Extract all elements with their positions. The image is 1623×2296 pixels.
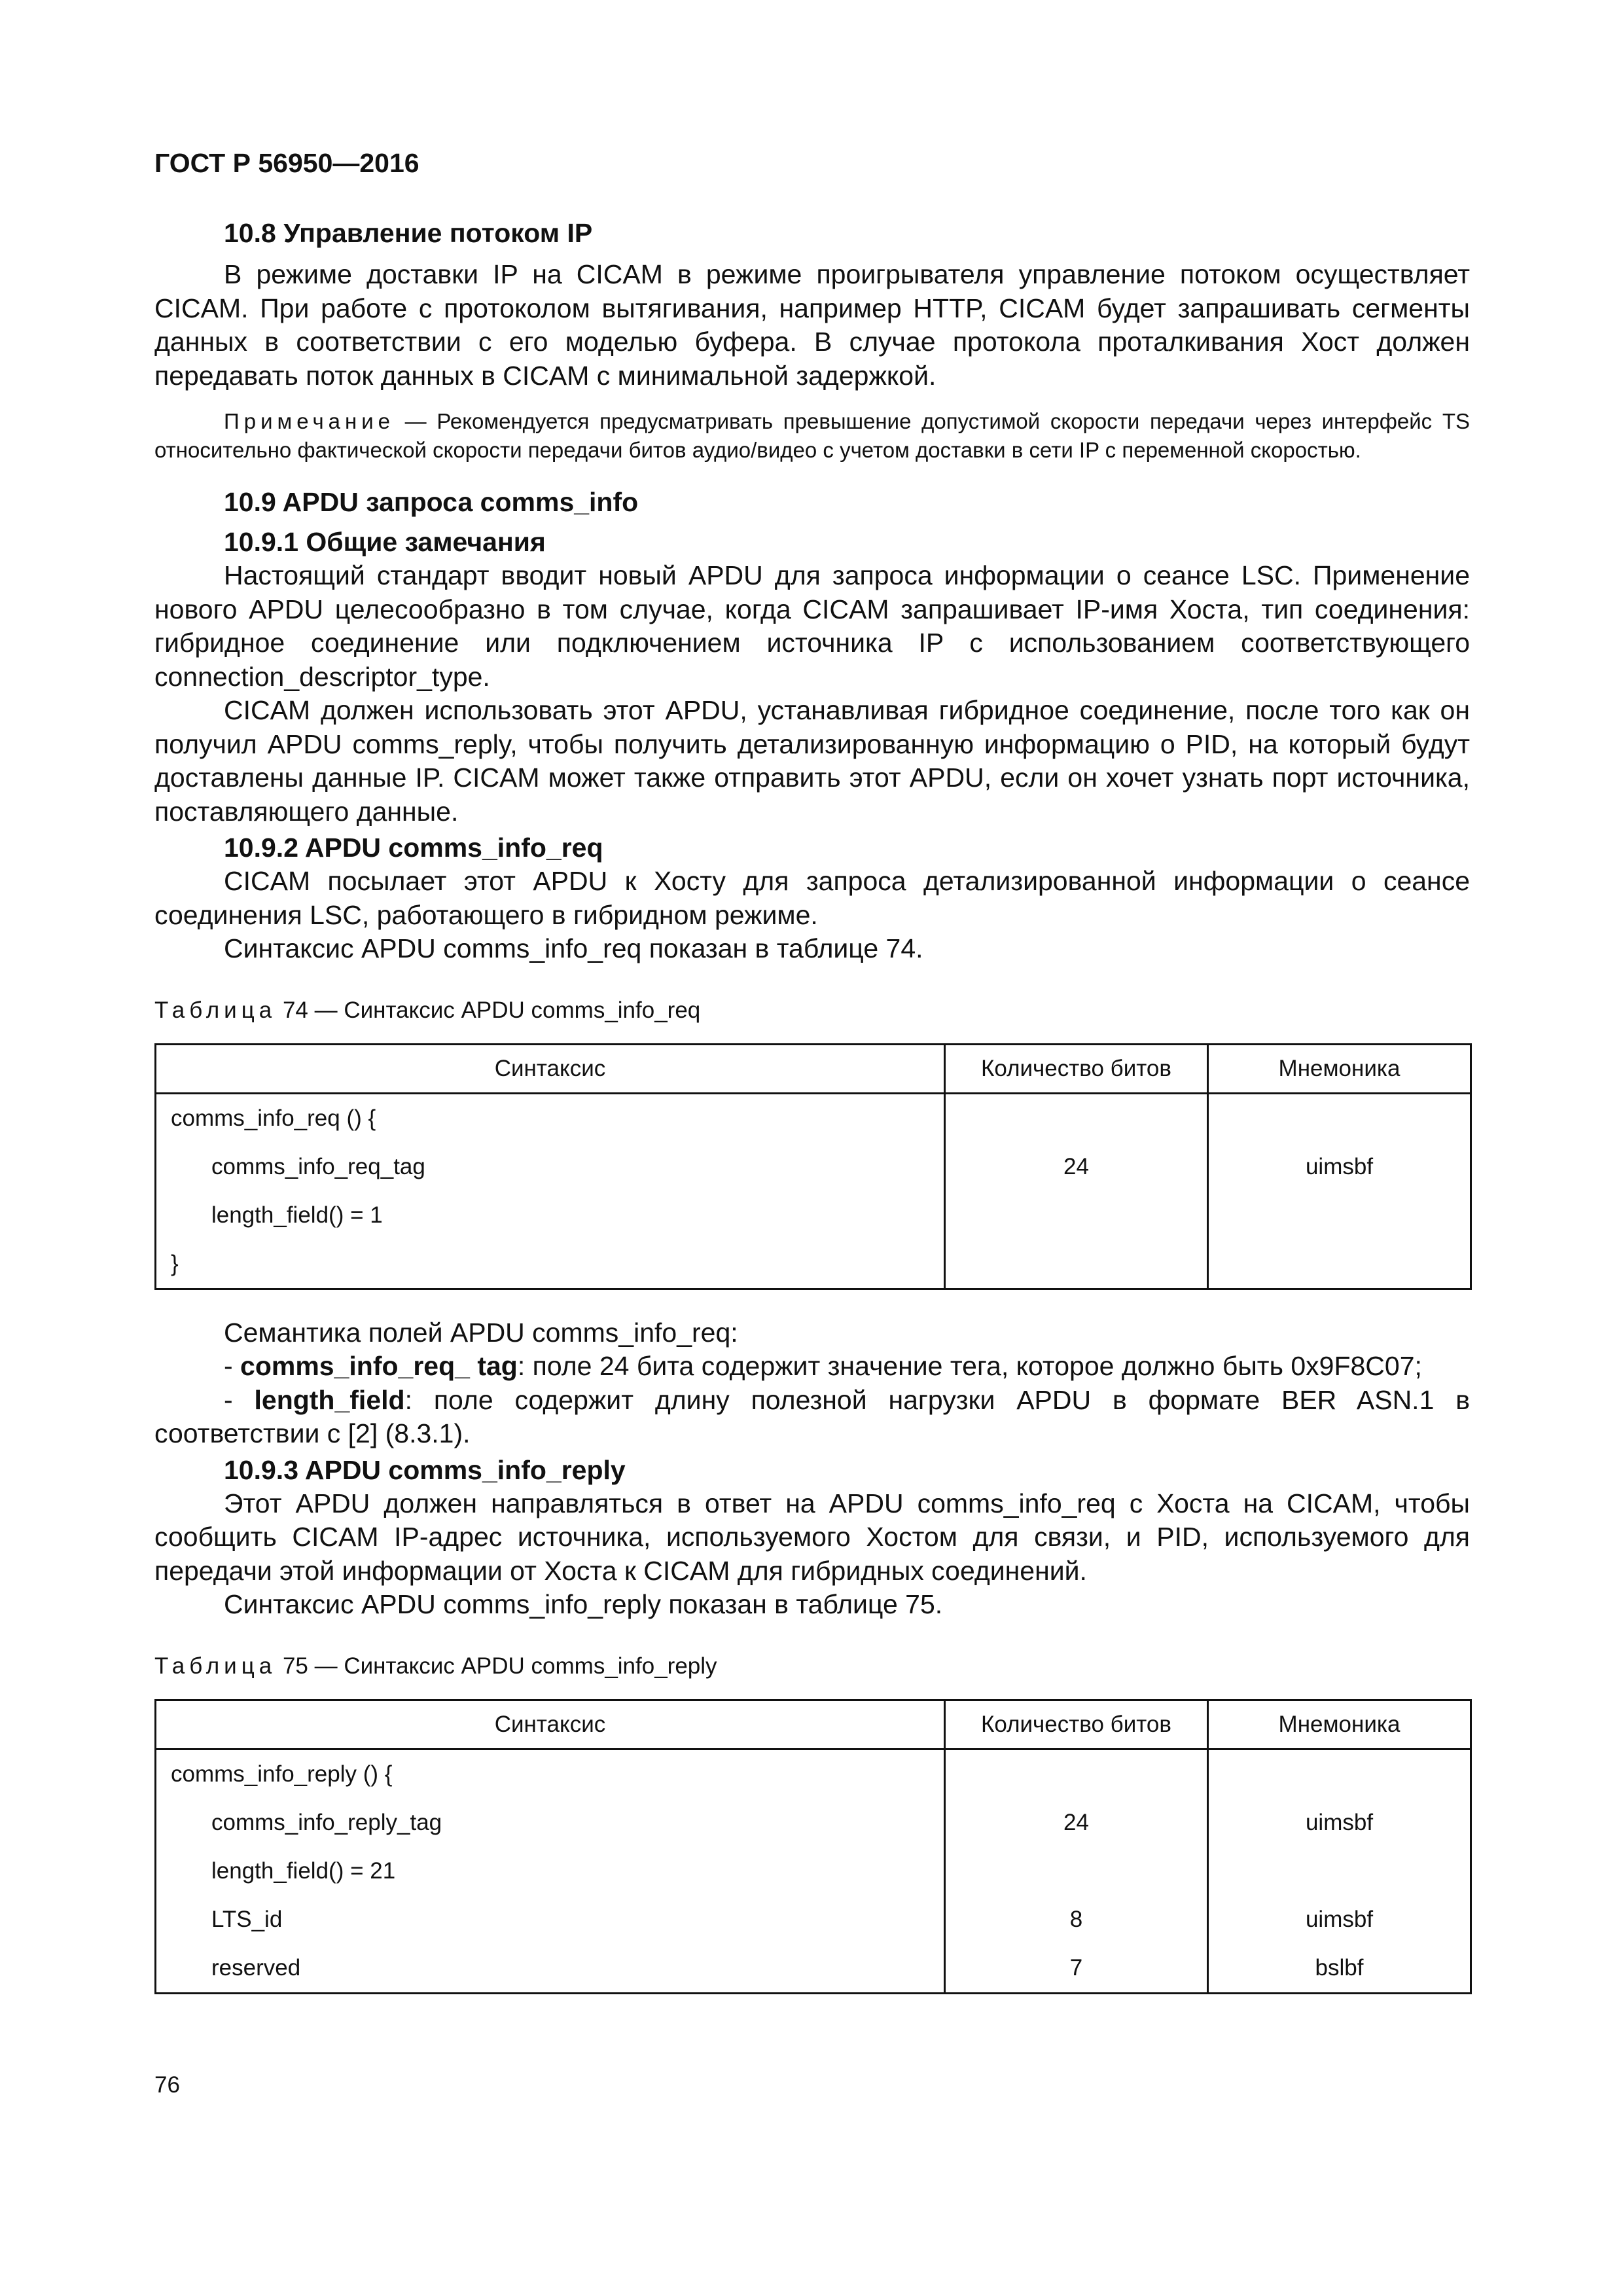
- mnemonic-line: uimsbf: [1305, 1809, 1374, 1835]
- bits-line: [946, 1094, 1207, 1143]
- column-header-mnemonic: Мнемоника: [1208, 1044, 1471, 1093]
- list-item: [154, 1350, 1470, 1384]
- mnemonic-cell: [1208, 1749, 1471, 1993]
- subsection-title-10-9-3: 10.9.3 APDU comms_info_reply: [224, 1454, 626, 1485]
- paragraph: Синтаксис APDU comms_info_req показан в таблице 74.: [224, 933, 923, 963]
- paragraph: Синтаксис APDU comms_info_reply показан в таблице 75.: [224, 1589, 943, 1619]
- syntax-line: comms_info_req_tag: [211, 1153, 425, 1179]
- bits-line: 8: [1069, 1906, 1083, 1932]
- table-header-row: [156, 1700, 1471, 1749]
- syntax-line: LTS_id: [211, 1906, 283, 1932]
- table-row: [156, 1093, 1471, 1289]
- mnemonic-line: [1209, 1240, 1470, 1288]
- field-term: comms_info_req_ tag: [240, 1351, 518, 1381]
- document-standard-header: ГОСТ Р 56950—2016: [154, 148, 419, 178]
- bits-line: [946, 1240, 1207, 1288]
- table-75-caption: [154, 1653, 1470, 1679]
- page-content: [154, 148, 1470, 1994]
- syntax-line: }: [171, 1250, 179, 1276]
- bits-line: [946, 1750, 1207, 1799]
- table-caption-text: 74 — Синтаксис APDU comms_info_req: [276, 997, 701, 1023]
- bits-line: [946, 1191, 1207, 1240]
- column-header-bits: Количество битов: [945, 1700, 1208, 1749]
- paragraph: Семантика полей APDU comms_info_req:: [224, 1317, 738, 1348]
- bits-line: 7: [1069, 1954, 1083, 1981]
- list-dash: -: [224, 1351, 241, 1381]
- paragraph: CICAM посылает этот APDU к Хосту для запроса детализированной информации о сеансе соединения LSC, работающего в гибридном режиме.: [154, 866, 1470, 930]
- mnemonic-line: [1209, 1847, 1470, 1895]
- subsection-title-10-9-1: 10.9.1 Общие замечания: [224, 527, 546, 557]
- note-label: Примечание: [224, 409, 395, 433]
- syntax-line: length_field() = 21: [211, 1857, 396, 1884]
- note: [154, 407, 1470, 465]
- bits-line: [946, 1847, 1207, 1895]
- paragraph: В режиме доставки IP на CICAM в режиме проигрывателя управление потоком осуществляет CICAM. При работе с протоколом вытягивания, например HTTP, CICAM будет запрашивать сегменты данных в соответствии с его моделью буфера. В случае протокола проталкивания Хост должен передавать поток данных в CICAM с минимальной задержкой.: [154, 259, 1470, 391]
- field-description: : поле 24 бита содержит значение тега, которое должно быть 0x9F8C07;: [517, 1351, 1422, 1381]
- table-caption-label: Таблица: [154, 1653, 277, 1679]
- table-caption-label: Таблица: [154, 997, 277, 1023]
- mnemonic-line: [1209, 1094, 1470, 1143]
- field-description: : поле содержит длину полезной нагрузки APDU в формате BER ASN.1 в соответствии с [2] (8.3.1).: [154, 1384, 1470, 1448]
- paragraph: Этот APDU должен направляться в ответ на APDU comms_info_req с Хоста на CICAM, чтобы сообщить CICAM IP-адрес источника, используемого Хостом для связи, и PID, используемого для передачи этой информации от Хоста к CICAM для гибридных соединений.: [154, 1488, 1470, 1586]
- syntax-line: reserved: [211, 1954, 301, 1981]
- table-74: [154, 1043, 1472, 1290]
- section-title-10-8: 10.8 Управление потоком IP: [224, 218, 593, 248]
- page-number: 76: [154, 2072, 180, 2098]
- list-item: [154, 1384, 1470, 1451]
- mnemonic-line: [1209, 1750, 1470, 1799]
- section-title-10-9: 10.9 APDU запроса comms_info: [224, 487, 639, 517]
- bits-line: 24: [1063, 1809, 1089, 1835]
- mnemonic-line: [1209, 1191, 1470, 1240]
- column-header-bits: Количество битов: [945, 1044, 1208, 1093]
- syntax-line: comms_info_reply_tag: [211, 1809, 442, 1835]
- paragraph: CICAM должен использовать этот APDU, устанавливая гибридное соединение, после того как он получил APDU comms_reply, чтобы получить детализированную информацию о PID, на который будут доставлены данные IP. CICAM может также отправить этот APDU, если он хочет узнать порт источника, поставляющего данные.: [154, 695, 1470, 827]
- field-term: length_field: [254, 1384, 405, 1415]
- semantics-block: [154, 1316, 1470, 1451]
- table-caption-text: 75 — Синтаксис APDU comms_info_reply: [276, 1653, 717, 1679]
- column-header-syntax: Синтаксис: [156, 1700, 945, 1749]
- table-74-caption: [154, 997, 1470, 1024]
- table-75: [154, 1699, 1472, 1994]
- syntax-line: comms_info_req () {: [171, 1105, 376, 1131]
- bits-line: 24: [1063, 1153, 1089, 1179]
- syntax-line: comms_info_reply () {: [171, 1761, 393, 1787]
- table-row: [156, 1749, 1471, 1993]
- table-header-row: [156, 1044, 1471, 1093]
- bits-cell: [945, 1749, 1208, 1993]
- subsection-title-10-9-2: 10.9.2 APDU comms_info_req: [224, 833, 603, 863]
- mnemonic-line: uimsbf: [1305, 1153, 1374, 1179]
- list-dash: -: [224, 1384, 255, 1415]
- paragraph: Настоящий стандарт вводит новый APDU для запроса информации о сеансе LSC. Применение нового APDU целесообразно в том случае, когда CICAM запрашивает IP-имя Хоста, тип соединения: гибридное соединение или подключением источника IP с использованием соответствующего connection_descriptor_type.: [154, 560, 1470, 692]
- column-header-syntax: Синтаксис: [156, 1044, 945, 1093]
- mnemonic-cell: [1208, 1093, 1471, 1289]
- column-header-mnemonic: Мнемоника: [1208, 1700, 1471, 1749]
- note-text: — Рекомендуется предусматривать превышение допустимой скорости передачи через интерфейс TS относительно фактической скорости передачи битов аудио/видео с учетом доставки в сети IP с переменной скоростью.: [154, 409, 1470, 462]
- syntax-cell: [156, 1093, 945, 1289]
- syntax-line: length_field() = 1: [211, 1202, 383, 1228]
- syntax-cell: [156, 1749, 945, 1993]
- mnemonic-line: uimsbf: [1305, 1906, 1374, 1932]
- mnemonic-line: bslbf: [1315, 1954, 1364, 1981]
- bits-cell: [945, 1093, 1208, 1289]
